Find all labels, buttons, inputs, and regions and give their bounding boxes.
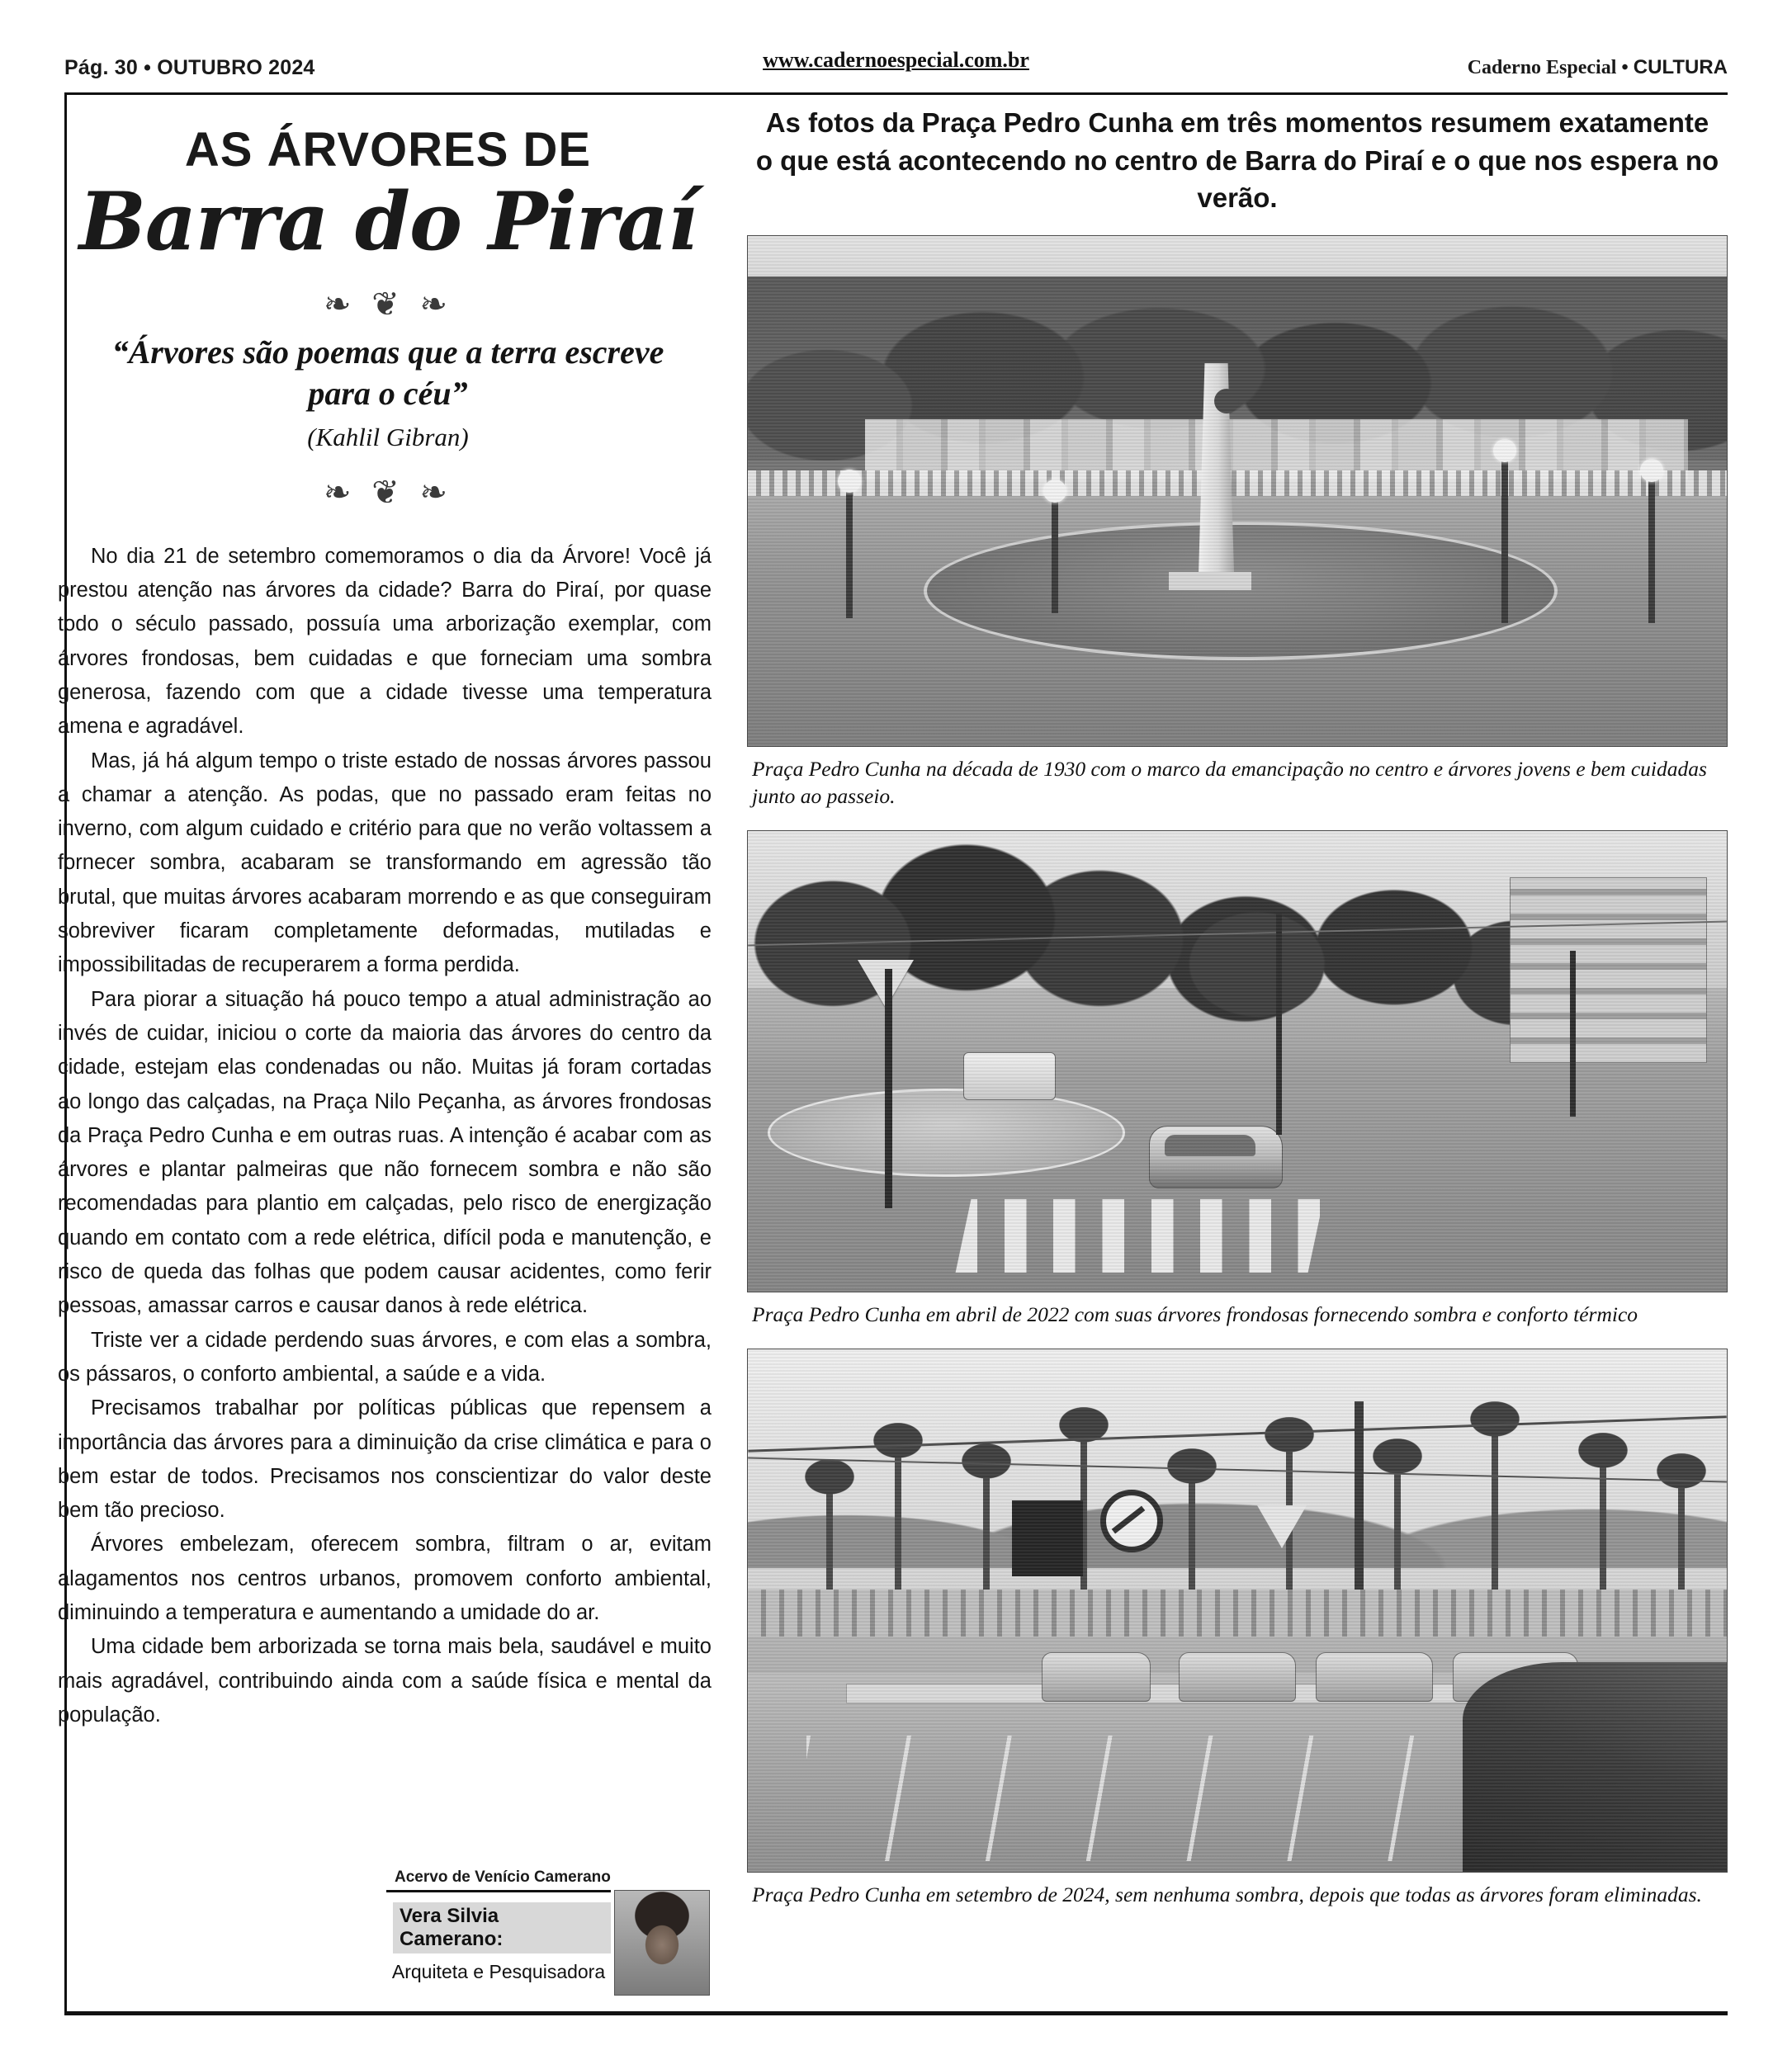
photo-praca-2022 [747, 830, 1728, 1292]
section-brand: Caderno Especial [1467, 57, 1617, 78]
header-divider [64, 92, 1728, 95]
photo-utility-pole [1355, 1401, 1364, 1621]
page-number-label: Pág. 30 • OUTUBRO 2024 [64, 56, 315, 79]
article-paragraph: Precisamos trabalhar por políticas públicas que repensem a importância das árvores para a diminuição da crise climática e para o bem estar de todos. Precisamos nos conscientizar do valor deste bem tão precioso. [58, 1396, 712, 1523]
article-paragraph: Uma cidade bem arborizada se torna mais bela, saudável e muito mais agradável, contribuindo ainda com a saúde física e mental da população. [58, 1635, 712, 1727]
photo-roundabout [924, 522, 1557, 661]
footer-divider [64, 2011, 1728, 2015]
photo-utility-pole [1276, 914, 1282, 1135]
pull-quote: “Árvores são poemas que a terra escreve para o céu” [111, 333, 664, 412]
section-separator: • [1616, 57, 1634, 78]
photo-sign-panel [1012, 1500, 1083, 1576]
photo-street-lamp [1501, 461, 1508, 624]
article-title-line1: AS ÁRVORES DE [184, 123, 592, 177]
pull-quote-author: (Kahlil Gibran) [307, 422, 469, 451]
photo-parked-car [1316, 1652, 1433, 1702]
article-paragraph: Árvores embelezam, oferecem sombra, filtram o ar, evitam alagamentos nos centros urbanos, promovem conforto ambiental, diminuindo a temperatura e aumentando a umidade do ar. [58, 1533, 712, 1624]
ornament-top-icon: ❧ ❦ ❧ [324, 285, 452, 324]
photo-monument-base [1169, 572, 1251, 590]
author-card [386, 1868, 710, 1996]
photo-street-lamp [1648, 480, 1655, 623]
article-paragraph: Triste ver a cidade perdendo suas árvores, e com elas a sombra, os pássaros, o conforto ambiental, a saúde e a vida. [58, 1328, 712, 1386]
page-header [64, 48, 1728, 84]
photo-block-1930 [747, 235, 1728, 810]
photo-monument-medallion [1214, 389, 1239, 413]
photo-caption: Praça Pedro Cunha em setembro de 2024, sem nenhuma sombra, depois que todas as árvores foram eliminadas. [752, 1882, 1702, 1906]
photo-credit: Acervo de Venício Camerano [395, 1868, 611, 1886]
article-column [58, 107, 718, 1732]
photo-street-lamp [1052, 501, 1058, 613]
photo-parked-car [1042, 1652, 1151, 1702]
photo-caption: Praça Pedro Cunha em abril de 2022 com suas árvores frondosas fornecendo sombra e conforto térmico [752, 1302, 1638, 1326]
photo-car [1149, 1126, 1283, 1188]
photo-sign-post [885, 969, 892, 1208]
photo-railing [748, 470, 1727, 496]
photo-no-entry-sign-icon [1100, 1490, 1163, 1552]
photo-parked-car [1179, 1652, 1296, 1702]
ornament-bottom-icon: ❧ ❦ ❧ [324, 473, 452, 512]
author-role: Arquiteta e Pesquisadora [391, 1961, 606, 1982]
photo-fence [748, 1590, 1727, 1637]
photo-street-lamp [846, 491, 853, 619]
section-label [1468, 56, 1728, 79]
photo-foreground-car [1463, 1662, 1727, 1871]
photo-column [747, 104, 1728, 1908]
article-title-script: Barra do Piraí [78, 175, 697, 268]
photo-block-2024 [747, 1349, 1728, 1909]
photo-caption: Praça Pedro Cunha na década de 1930 com o marco da emancipação no centro e árvores jovens e bem cuidadas junto ao passeio. [752, 756, 1707, 809]
photo-crosswalk [955, 1199, 1323, 1273]
article-body [58, 540, 718, 1732]
photo-utility-pole [1570, 951, 1576, 1117]
photo-praca-1930 [747, 235, 1728, 747]
deck-text: As fotos da Praça Pedro Cunha em três momentos resumem exatamente o que está acontecendo no centro de Barra do Piraí e o que nos espera no verão. [755, 107, 1719, 214]
photo-block-2022 [747, 830, 1728, 1329]
website-url[interactable]: www.cadernoespecial.com.br [763, 48, 1029, 72]
avatar [614, 1890, 710, 1996]
photo-van [963, 1052, 1056, 1100]
article-paragraph: Para piorar a situação há pouco tempo a atual administração ao invés de cuidar, iniciou o corte da maioria das árvores do centro da cidade, estejam elas condenadas ou não. Muitas já foram cortadas ao longo das calçadas, na Praça Nilo Peçanha, as árvores frondosas da Praça Pedro Cunha e em outras ruas. A intenção é acabar com as árvores e plantar palmeiras que não fornecem sombra e não são recomendadas para plantio em calçadas, pelo risco de energização quando em contato com a rede elétrica, difícil poda e manutenção, e risco de queda das folhas que podem causar acidentes, como ferir pessoas, amassar carros e causar danos à rede elétrica. [58, 987, 712, 1318]
section-name: CULTURA [1633, 56, 1728, 78]
photo-traffic-island [768, 1089, 1125, 1176]
article-paragraph: Mas, já há algum tempo o triste estado de nossas árvores passou a chamar a atenção. As podas, que no passado eram feitas no inverno, com algum cuidado e critério para que no verão voltassem a fornecer sombra, acabaram se transformando em agressão tão brutal, que muitas árvores acabaram morrendo e as que conseguiram sobreviver ficaram completamente deformadas, mutiladas e impossibilitadas de recuperarem a forma perdida. [58, 749, 712, 977]
author-name: Vera Silvia Camerano: [393, 1902, 611, 1953]
article-paragraph: No dia 21 de setembro comemoramos o dia da Árvore! Você já prestou atenção nas árvores da cidade? Barra do Piraí, por quase todo o século passado, possuía uma arborização exemplar, com árvores frondosas, bem cuidadas e que forneciam uma sombra generosa, fazendo com que a cidade tivesse uma temperatura amena e agradável. [58, 544, 712, 739]
photo-building [1510, 877, 1707, 1063]
photo-yield-sign-icon [1257, 1505, 1307, 1548]
photo-praca-2024 [747, 1349, 1728, 1873]
author-info-box [386, 1890, 611, 1991]
